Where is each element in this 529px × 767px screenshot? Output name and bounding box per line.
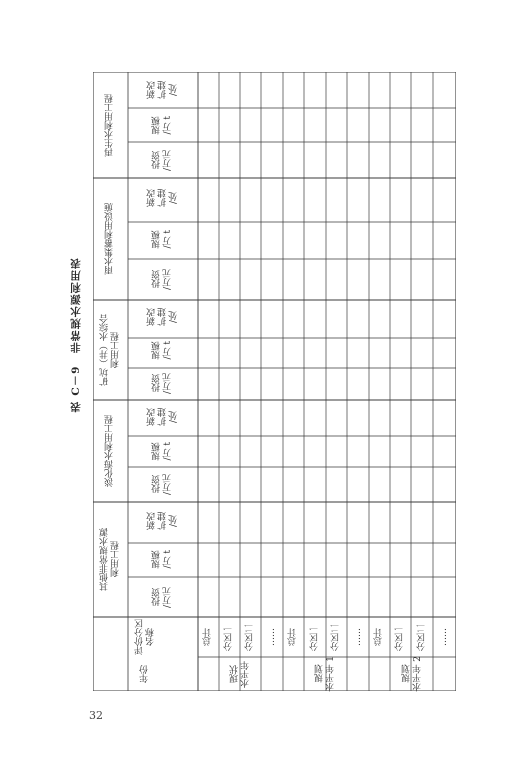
row-label-1-1: [198, 617, 219, 657]
water-source-table: [93, 72, 456, 691]
sub-header-5-3: [128, 579, 198, 617]
sub-header-2-3-text: 投资 /万元: [152, 269, 173, 291]
zone-header: [93, 617, 198, 657]
row-label-2-1: [283, 617, 304, 657]
sub-header-3-3-text: 投资 /万元: [152, 372, 173, 394]
sub-header-5-1: [128, 502, 198, 540]
row-label-2-3-text: 分区二: [331, 623, 341, 651]
row-label-1-1-text: 总计: [203, 628, 213, 646]
sub-header-1-1-text: 新改 扩建 /处: [146, 80, 179, 99]
row-label-2-4-text: ……: [352, 628, 363, 646]
sub-header-4-3: [128, 468, 198, 502]
sub-header-2-1-text: 新改 扩建 /处: [146, 189, 179, 208]
group-header-2-text: 雨水集蓄利用设施: [105, 203, 115, 275]
row-label-1-4: [261, 617, 283, 657]
row-label-1-3: [240, 617, 261, 657]
row-label-3-1: [369, 617, 390, 657]
sub-header-5-2: [128, 540, 198, 578]
row-label-3-2-text: 分区一: [395, 623, 405, 651]
row-label-3-1-text: 总计: [374, 628, 384, 646]
year-group-1-text: 现状 水平年: [229, 660, 251, 688]
sub-header-3-2: [128, 333, 198, 366]
year-header-text: 年份: [140, 665, 150, 683]
year-group-1: [198, 657, 283, 691]
sub-header-4-3-text: 投资 /万元: [152, 474, 173, 496]
row-label-2-1-text: 总计: [288, 628, 298, 646]
row-label-2-4: [347, 617, 369, 657]
sub-header-1-2: [128, 107, 198, 142]
sub-header-1-2-text: 规模 /万 t: [152, 115, 173, 135]
group-header-3: [93, 300, 128, 400]
row-label-1-3-text: 分区二: [245, 623, 255, 651]
year-group-3-text: 规划 水平年 2: [401, 656, 423, 692]
group-header-4-text: 淡化海水利用工程: [105, 415, 115, 487]
row-label-2-2: [304, 617, 326, 657]
zone-header-text: 评价分区 名称: [134, 619, 156, 655]
sub-header-3-2-text: 规模 /万 t: [152, 340, 173, 360]
caption-text: 表 C－9 非常规水源利用表: [69, 257, 82, 413]
sub-header-1-3: [128, 143, 198, 178]
sub-header-2-2-text: 规模 /万 t: [152, 229, 173, 249]
row-label-3-3-text: 分区二: [416, 623, 427, 651]
sub-header-1-3-text: 投资 /万元: [152, 149, 173, 171]
page-number: 32: [89, 709, 103, 722]
sub-header-5-1-text: 新改 扩建 /处: [146, 512, 179, 531]
group-header-3-text: 矿坑（井）水综合 利用工程: [99, 314, 121, 386]
sub-header-3-3: [128, 367, 198, 400]
sub-header-4-2-text: 规模 /万 t: [152, 441, 173, 461]
table-caption: [67, 230, 83, 440]
group-header-1-text: 再生水利用工程: [105, 93, 115, 157]
group-header-4: [93, 400, 128, 502]
sub-header-4-1: [128, 400, 198, 434]
row-label-3-3: [411, 617, 433, 657]
sub-header-4-2: [128, 434, 198, 468]
row-label-1-4-text: ……: [266, 628, 277, 646]
sub-header-5-2-text: 规模 /万 t: [152, 550, 173, 569]
year-group-2-text: 规划 水平年 1: [315, 656, 336, 692]
sub-header-4-1-text: 新改 扩建 /处: [146, 408, 179, 426]
sub-header-3-1: [128, 300, 198, 333]
row-label-3-4: [433, 617, 456, 657]
row-label-1-2: [219, 617, 240, 657]
group-header-5: [93, 502, 128, 617]
row-label-3-4-text: ……: [439, 628, 449, 646]
row-label-2-3: [326, 617, 347, 657]
sub-header-3-1-text: 新改 扩建 /处: [146, 307, 179, 326]
group-header-2: [93, 178, 128, 300]
sub-header-1-1: [128, 72, 198, 107]
row-label-1-2-text: 分区一: [224, 623, 234, 651]
year-group-2: [283, 657, 369, 691]
sub-header-2-1: [128, 178, 198, 219]
sub-header-5-3-text: 投资 /万元: [152, 587, 173, 609]
row-label-2-2-text: 分区一: [309, 623, 320, 651]
year-header: [93, 657, 198, 691]
group-header-5-text: 其他非常规水源 利用工程: [99, 528, 121, 591]
group-header-1: [93, 72, 128, 178]
row-label-3-2: [390, 617, 411, 657]
sub-header-2-3: [128, 259, 198, 300]
sub-header-2-2: [128, 219, 198, 260]
year-group-3: [369, 657, 456, 691]
